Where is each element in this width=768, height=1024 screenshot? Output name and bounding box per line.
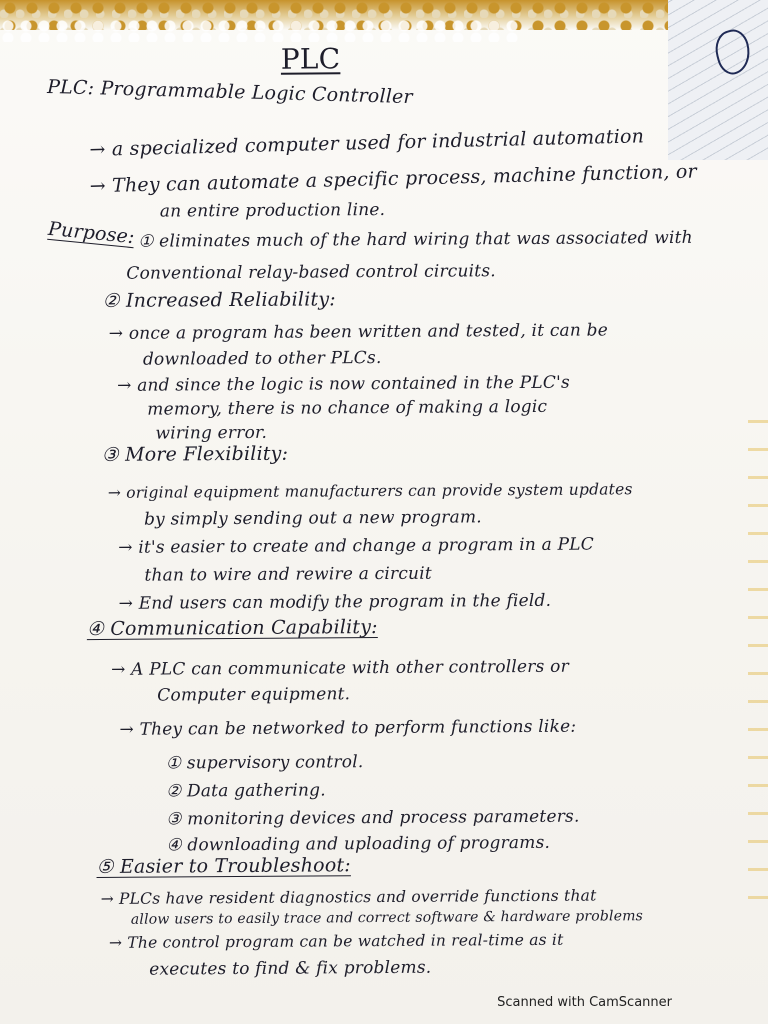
- reliability-line-4: memory, there is no chance of making a logic: [147, 396, 548, 420]
- def-point-2: → They can automate a specific process, machine function, or: [89, 160, 698, 198]
- purpose-label: Purpose:: [47, 217, 136, 249]
- troubleshoot-line-2: allow users to easily trace and correct software & hardware problems: [130, 908, 644, 928]
- reliability-line-3: → and since the logic is now contained in the PLC's: [117, 372, 570, 396]
- section-heading-reliability: ② Increased Reliability:: [102, 288, 336, 312]
- reliability-line-2: downloaded to other PLCs.: [142, 347, 382, 370]
- section-heading-communication: ④ Communication Capability:: [86, 616, 378, 641]
- flexibility-line-2: by simply sending out a new program.: [143, 507, 482, 530]
- def-point-3: an entire production line.: [159, 199, 386, 222]
- communication-line-2: Computer equipment.: [157, 684, 351, 706]
- flexibility-line-3: → it's easier to create and change a program in a PLC: [118, 534, 594, 558]
- section-heading-flexibility: ③ More Flexibility:: [101, 442, 289, 466]
- troubleshoot-line-4: executes to find & fix problems.: [149, 957, 432, 980]
- page-title: PLC: [280, 42, 341, 76]
- section-heading-troubleshoot: ⑤ Easier to Troubleshoot:: [96, 854, 351, 879]
- flexibility-line-5: → End users can modify the program in the field.: [118, 590, 552, 614]
- communication-line-3: → They can be networked to perform functions like:: [119, 716, 577, 740]
- communication-item-4: ④ downloading and uploading of programs.: [166, 832, 551, 856]
- reliability-line-1: → once a program has been written and tested, it can be: [108, 320, 609, 344]
- purpose-line-1: ① eliminates much of the hard wiring that was associated with: [138, 227, 693, 252]
- purpose-line-2: Conventional relay-based control circuits.: [126, 261, 496, 284]
- troubleshoot-line-3: → The control program can be watched in real-time as it: [108, 930, 564, 952]
- communication-item-1: ① supervisory control.: [165, 752, 364, 774]
- flexibility-line-4: than to wire and rewire a circuit: [144, 563, 432, 586]
- def-point-1: → a specialized computer used for industrial automation: [89, 125, 645, 161]
- handwritten-notes-sheet: [19, 15, 746, 1010]
- communication-item-2: ② Data gathering.: [165, 780, 326, 802]
- scanner-watermark: Scanned with CamScanner: [497, 995, 672, 1010]
- reliability-line-5: wiring error.: [155, 422, 268, 444]
- communication-item-3: ③ monitoring devices and process parameters.: [166, 806, 580, 830]
- troubleshoot-line-1: → PLCs have resident diagnostics and override functions that: [100, 886, 597, 908]
- plc-definition: PLC: Programmable Logic Controller: [46, 75, 414, 109]
- right-edge-pattern: [748, 420, 768, 920]
- flexibility-line-1: → original equipment manufacturers can provide system updates: [107, 480, 633, 502]
- communication-line-1: → A PLC can communicate with other controllers or: [111, 656, 569, 680]
